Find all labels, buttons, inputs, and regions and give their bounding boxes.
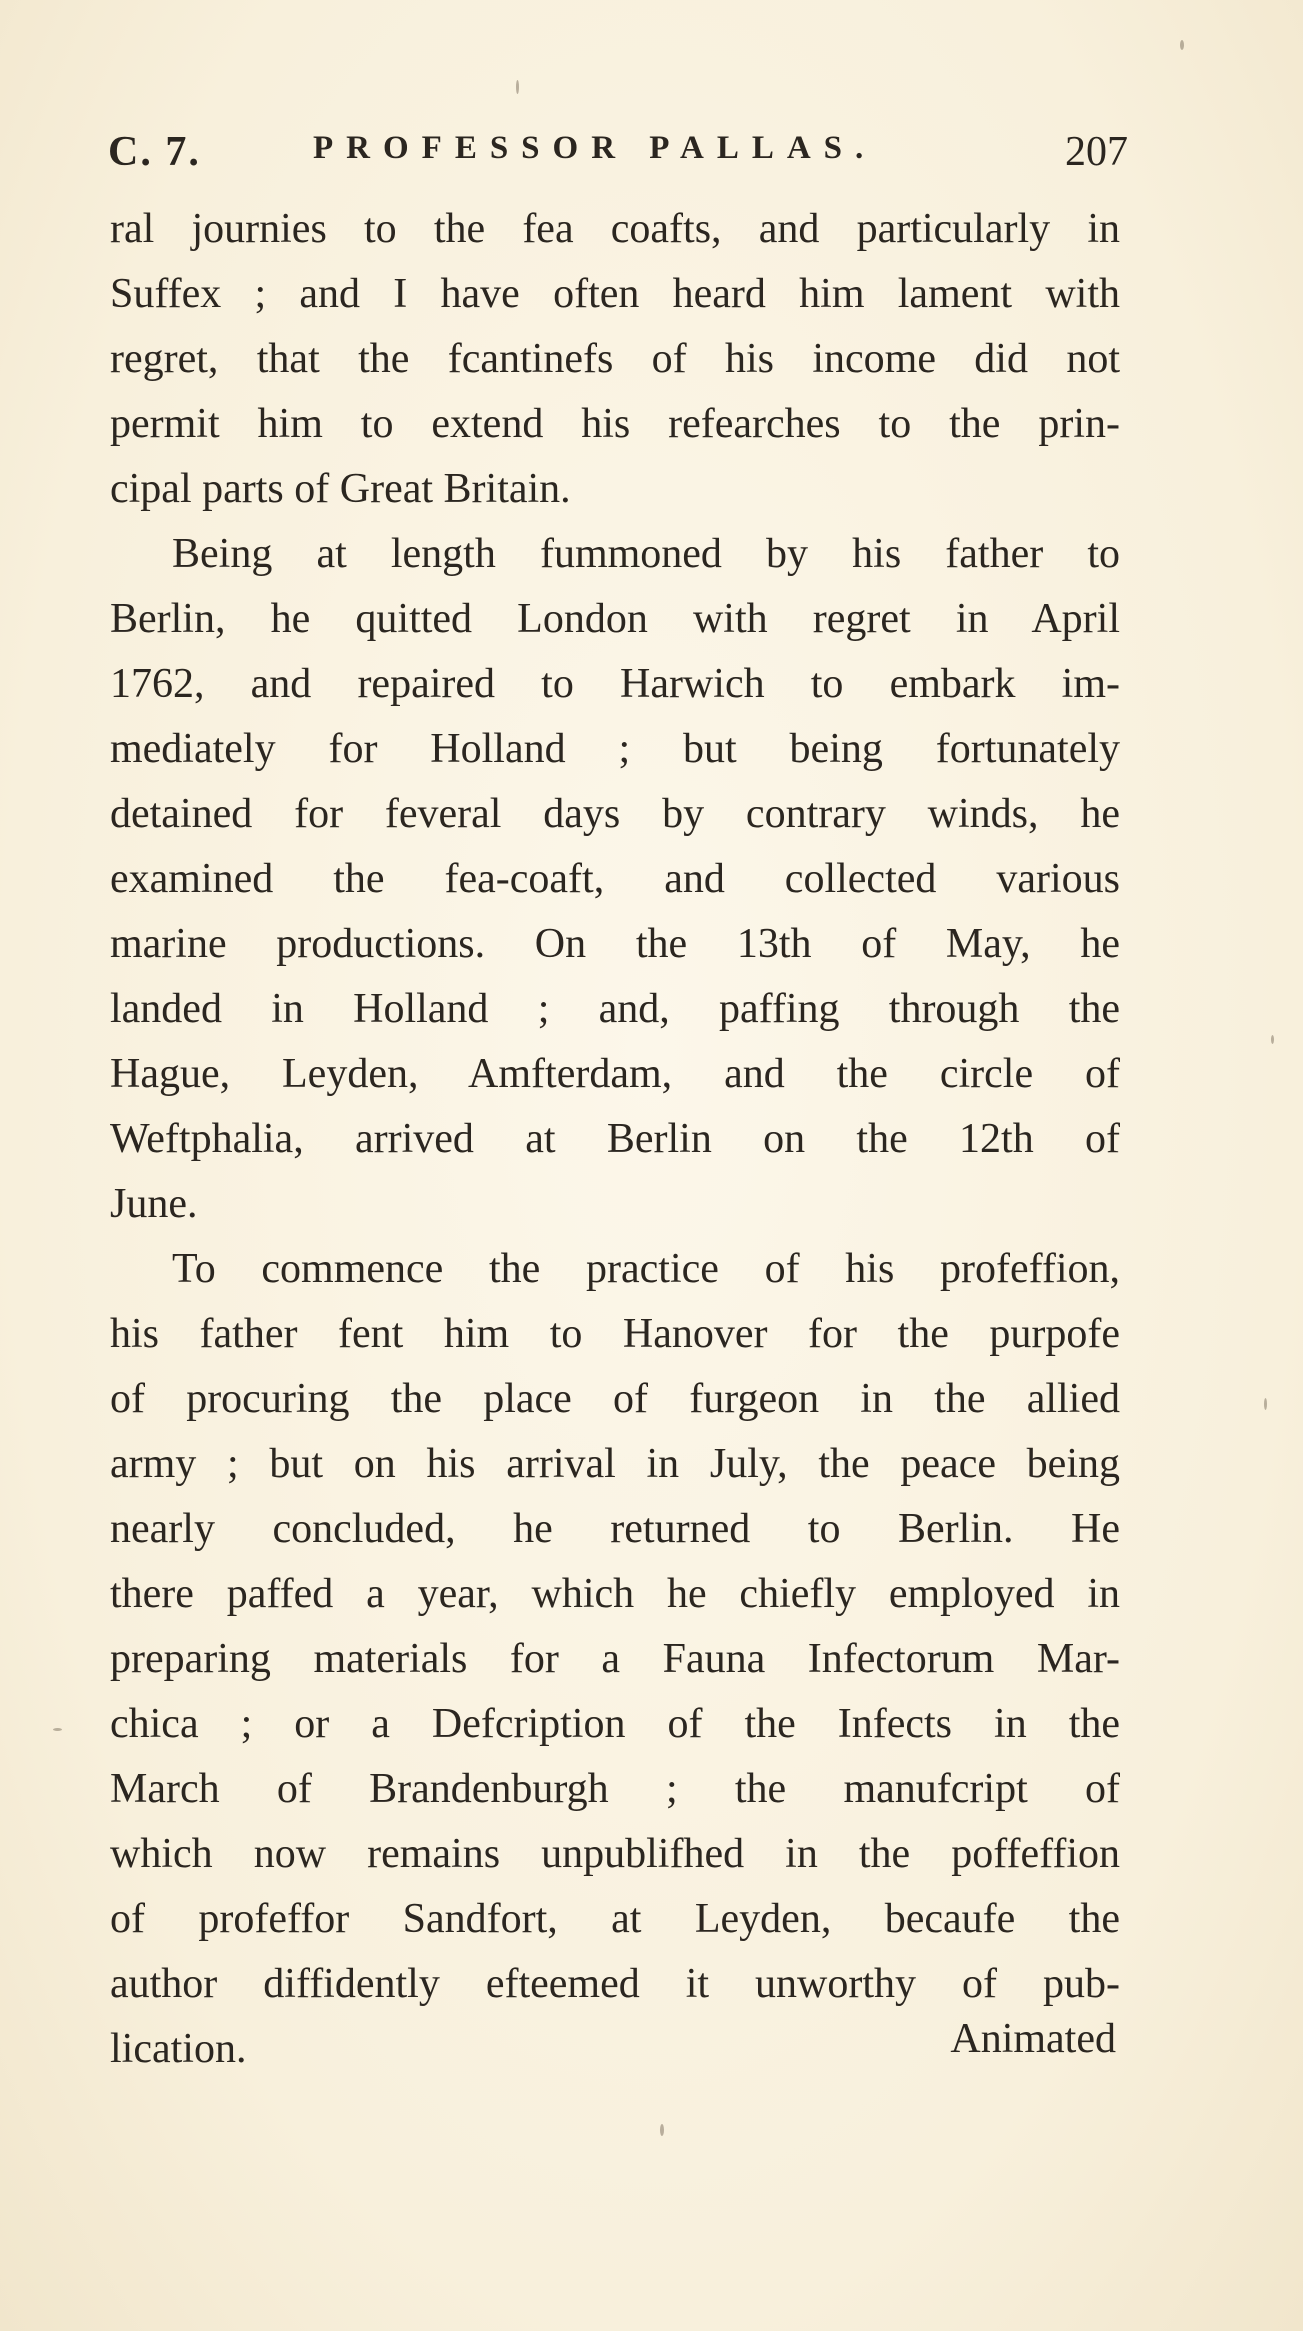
text-line: Weftphalia, arrived at Berlin on the 12th of bbox=[110, 1116, 1120, 1162]
text-line: mediately for Holland ; but being fortunately bbox=[110, 726, 1120, 772]
text-line: lication. bbox=[110, 2026, 247, 2072]
text-line: his father fent him to Hanover for the purpofe bbox=[110, 1311, 1120, 1357]
catchword: Animated bbox=[950, 2016, 1116, 2062]
paper-speck bbox=[660, 2124, 664, 2136]
paper-speck bbox=[53, 1728, 62, 1731]
text-line: March of Brandenburgh ; the manufcript of bbox=[110, 1766, 1120, 1812]
text-line: there paffed a year, which he chiefly employed in bbox=[110, 1571, 1120, 1617]
text-line: To commence the practice of his profeffion, bbox=[172, 1246, 1120, 1292]
text-line: Hague, Leyden, Amfterdam, and the circle of bbox=[110, 1051, 1120, 1097]
text-line: chica ; or a Defcription of the Infects in the bbox=[110, 1701, 1120, 1747]
paper-speck bbox=[1264, 1398, 1267, 1410]
text-line: cipal parts of Great Britain. bbox=[110, 466, 571, 512]
text-line: 1762, and repaired to Harwich to embark im- bbox=[110, 661, 1120, 707]
page-header bbox=[108, 128, 1138, 188]
text-line: which now remains unpublifhed in the poffeffion bbox=[110, 1831, 1120, 1877]
text-line: ral journies to the fea coafts, and particularly in bbox=[110, 206, 1120, 252]
text-line: Being at length fummoned by his father to bbox=[172, 531, 1120, 577]
running-title: PROFESSOR PALLAS. bbox=[313, 130, 877, 166]
paper-speck bbox=[516, 80, 519, 94]
text-line: army ; but on his arrival in July, the peace being bbox=[110, 1441, 1120, 1487]
text-line: nearly concluded, he returned to Berlin. He bbox=[110, 1506, 1120, 1552]
text-line: author diffidently efteemed it unworthy of pub- bbox=[110, 1961, 1120, 2007]
text-line: of procuring the place of furgeon in the allied bbox=[110, 1376, 1120, 1422]
body-text bbox=[110, 197, 1120, 2082]
text-line: of profeffor Sandfort, at Leyden, becaufe the bbox=[110, 1896, 1120, 1942]
paper-speck bbox=[1180, 40, 1184, 50]
page-number: 207 bbox=[1065, 129, 1128, 175]
text-line: regret, that the fcantinefs of his income did not bbox=[110, 336, 1120, 382]
text-line: June. bbox=[110, 1181, 198, 1227]
chapter-reference: C. 7. bbox=[108, 129, 201, 175]
text-line: examined the fea-coaft, and collected various bbox=[110, 856, 1120, 902]
text-line: detained for feveral days by contrary winds, he bbox=[110, 791, 1120, 837]
paper-speck bbox=[1271, 1035, 1274, 1044]
text-line: Berlin, he quitted London with regret in April bbox=[110, 596, 1120, 642]
text-line: landed in Holland ; and, paffing through the bbox=[110, 986, 1120, 1032]
text-line: Suffex ; and I have often heard him lament with bbox=[110, 271, 1120, 317]
text-line: preparing materials for a Fauna Infectorum Mar- bbox=[110, 1636, 1120, 1682]
text-line: permit him to extend his refearches to the prin- bbox=[110, 401, 1120, 447]
text-line: marine productions. On the 13th of May, he bbox=[110, 921, 1120, 967]
